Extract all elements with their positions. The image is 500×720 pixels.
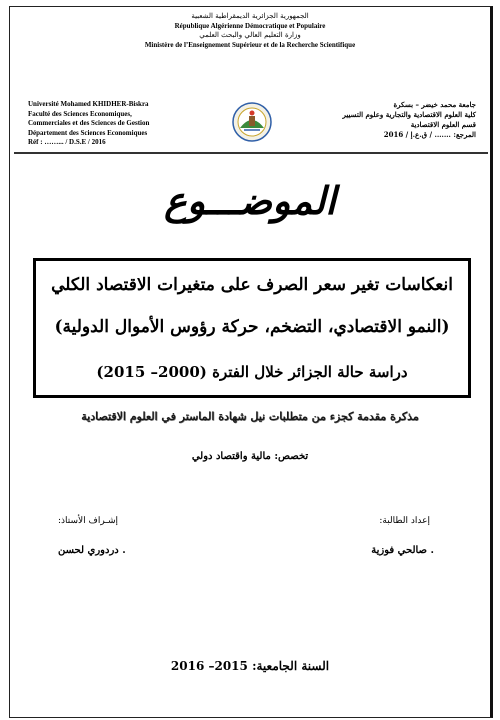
header-divider [14, 152, 488, 154]
faculty-name-fr: Faculté des Sciences Economiques, [28, 109, 132, 118]
memo-statement: مذكرة مقدمة كجزء من متطلبات نيل شهادة الماستر في العلوم الاقتصادية [81, 410, 419, 423]
faculty-name-fr-2: Commerciales et des Sciences de Gestion [28, 119, 150, 127]
thesis-title-line1: انعكاسات تغير سعر الصرف على متغيرات الاقتصاد الكلي [51, 275, 453, 295]
ministry-header [0, 12, 500, 50]
reference-fr: Réf : ……... / D.S.E / 2016 [28, 138, 106, 146]
university-block-ar [343, 100, 477, 140]
department-name-fr: Département des Sciences Economiques [28, 128, 148, 137]
subject-heading: الموضـــوع [164, 178, 336, 223]
department-name-ar: قسم العلوم الاقتصادية [410, 120, 476, 129]
faculty-name-ar: كلية العلوم الاقتصادية والتجارية وعلوم التسيير [342, 110, 476, 119]
university-name-fr: Université Mohamed KHIDHER-Biskra [28, 100, 149, 108]
supervisor-name: . دردوري لحسن [58, 545, 126, 556]
student-label: إعداد الطالبة: [379, 516, 430, 526]
republic-ar: الجمهورية الجزائرية الديمقراطية الشعبية [191, 12, 309, 20]
thesis-title-line3: دراسة حالة الجزائر خلال الفترة (2000– 2015) [96, 363, 408, 381]
university-block-fr [28, 100, 149, 148]
university-seal-icon [232, 102, 272, 142]
supervisor-label: إشـراف الأستاذ: [58, 516, 119, 526]
academic-year: السنة الجامعية: 2015– 2016 [170, 659, 330, 673]
thesis-title-box [33, 258, 471, 398]
ministry-ar: وزارة التعليم العالي والبحث العلمي [199, 31, 301, 39]
ministry-fr: Ministère de l’Enseignement Supérieur et de la Recherche Scientifique [144, 40, 356, 49]
specialization: تخصص: مالية واقتصاد دولي [191, 451, 309, 462]
university-name-ar: جامعة محمد خيضر – بسكرة [393, 100, 476, 109]
student-name: . صالحي فوزية [371, 545, 434, 556]
thesis-title-line2: (النمو الاقتصادي، التضخم، حركة رؤوس الأموال الدولية) [54, 317, 450, 337]
reference-ar: المرجع: ……. / ق.ع.إ / 2016 [383, 130, 476, 139]
republic-fr: République Algérienne Démocratique et Populaire [174, 21, 326, 30]
